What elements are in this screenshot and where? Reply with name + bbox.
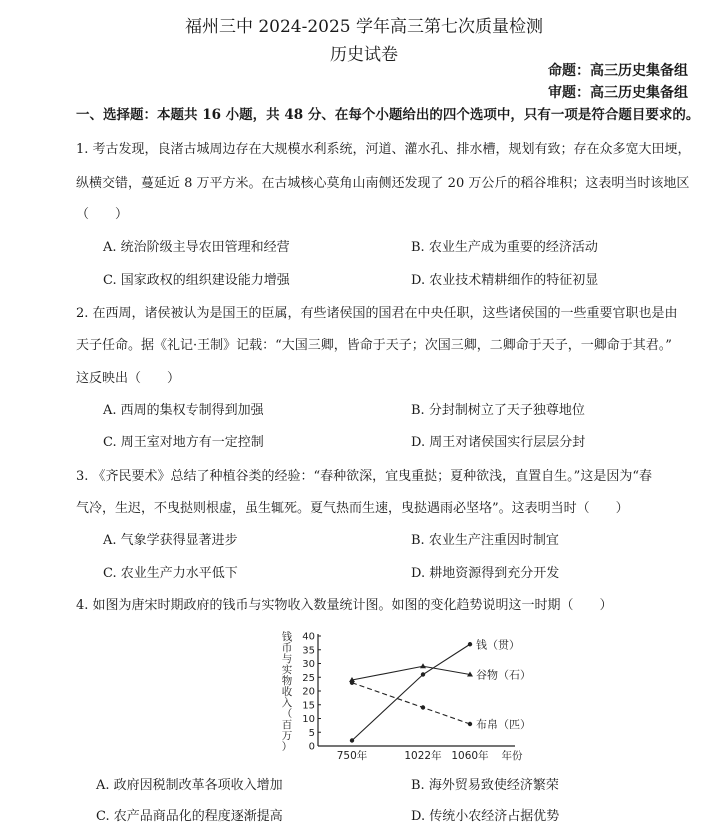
series-label: 谷物（石）: [476, 668, 531, 682]
option-c: C. 农业生产力水平低下: [103, 566, 238, 581]
data-point: [420, 663, 426, 668]
x-tick-label: 1060年: [451, 750, 489, 762]
option-c: C. 农产品商品化的程度逐渐提高: [96, 809, 283, 824]
y-axis-label-char: 实: [281, 664, 293, 676]
series-label: 钱（贯）: [476, 638, 520, 652]
x-tick-label: 1022年: [404, 750, 442, 762]
setter-credit: 命题：高三历史集备组: [548, 63, 688, 79]
option-d: D. 农业技术精耕细作的特征初显: [411, 273, 599, 288]
data-point: [421, 672, 425, 676]
option-b: B. 农业生产注重因时制宜: [411, 533, 559, 548]
y-axis-label-char: ）: [281, 741, 293, 753]
question-stem-line: （ ）: [76, 207, 129, 222]
x-tick-label: 750年: [336, 750, 368, 762]
option-d: D. 耕地资源得到充分开发: [411, 566, 560, 581]
data-point: [468, 722, 472, 726]
exam-title: 福州三中 2024-2025 学年高三第七次质量检测: [184, 17, 544, 37]
y-tick-label: 40: [302, 631, 315, 643]
y-axis-label-char: 入: [281, 697, 293, 709]
y-tick-label: 0: [308, 741, 315, 753]
y-tick-label: 5: [308, 727, 315, 739]
x-axis-label: 年份: [501, 750, 523, 762]
y-tick-label: 30: [302, 659, 315, 670]
option-b: B. 农业生产成为重要的经济活动: [411, 240, 598, 255]
question-stem-line: 3. 《齐民要术》总结了种植谷类的经验：“春种欲深，宜曳重挞；夏种欲浅，直置自生。”这是因为“春: [76, 469, 652, 484]
option-d: D. 传统小农经济占据优势: [411, 809, 560, 824]
option-a: A. 统治阶级主导农田管理和经营: [103, 240, 290, 255]
option-b: B. 分封制树立了天子独尊地位: [411, 403, 585, 418]
reviewer-credit: 审题：高三历史集备组: [548, 85, 688, 101]
data-point: [421, 705, 425, 709]
y-axis-label-char: 钱: [281, 631, 293, 643]
option-c: C. 周王室对地方有一定控制: [103, 435, 264, 450]
y-tick-label: 35: [302, 645, 315, 657]
y-axis-label-char: 百: [281, 719, 293, 731]
series-line: [352, 644, 470, 740]
option-a: A. 气象学获得显著进步: [103, 533, 238, 548]
question-stem-line: 1. 考古发现，良渚古城周边存在大规模水利系统，河道、灌水孔、排水槽，规划有致；存在众多宽大田埂，: [76, 142, 691, 157]
question-stem-line: 2. 在西周，诸侯被认为是国王的臣属，有些诸侯国的国君在中央任职，这些诸侯国的一些重要官职也是由: [76, 306, 678, 321]
option-b: B. 海外贸易致使经济繁荣: [411, 778, 559, 793]
data-point: [350, 738, 354, 742]
option-a: A. 西周的集权专制得到加强: [103, 403, 264, 418]
data-point: [350, 681, 354, 685]
question-stem-line: 气冷，生迟，不曳挞则根虚，虽生辄死。夏气热而生速，曳挞遇雨必坚垎”。这表明当时（ ）: [76, 501, 629, 516]
y-tick-label: 10: [302, 714, 315, 725]
option-a: A. 政府因税制改革各项收入增加: [96, 778, 283, 793]
series-line: [352, 683, 470, 724]
y-axis-label-char: 物: [281, 675, 293, 687]
exam-subject: 历史试卷: [330, 45, 398, 65]
option-d: D. 周王对诸侯国实行层层分封: [411, 435, 586, 450]
y-tick-label: 15: [302, 700, 315, 712]
y-axis-label-char: 币: [281, 642, 293, 654]
y-axis-label-char: 与: [281, 653, 293, 665]
y-tick-label: 20: [302, 686, 315, 698]
option-c: C. 国家政权的组织建设能力增强: [103, 273, 290, 288]
y-axis-label-char: （: [281, 708, 293, 720]
y-axis-label-char: 万: [281, 730, 293, 742]
series-line: [352, 666, 470, 680]
question-stem-line: 天子任命。据《礼记·王制》记载：“大国三卿，皆命于天子；次国三卿，二卿命于天子，一卿命于其君。”: [76, 338, 672, 353]
y-tick-label: 25: [302, 672, 315, 684]
revenue-line-chart: [280, 628, 540, 772]
question-stem-line: 这反映出（ ）: [76, 371, 181, 386]
series-label: 布帛（匹）: [476, 718, 531, 731]
question-stem-line: 4. 如图为唐宋时期政府的钱币与实物收入数量统计图。如图的变化趋势说明这一时期（ ）: [76, 598, 613, 613]
section-heading: 一、选择题：本题共 16 小题，共 48 分、在每个小题给出的四个选项中，只有一项是符合题目要求的。: [76, 107, 700, 123]
question-stem-line: 纵横交错，蔓延近 8 万平方米。在古城核心莫角山南侧还发现了 20 万公斤的稻谷堆积；这表明当时该地区: [76, 176, 690, 191]
y-axis-label-char: 收: [281, 686, 293, 698]
data-point: [468, 642, 472, 646]
